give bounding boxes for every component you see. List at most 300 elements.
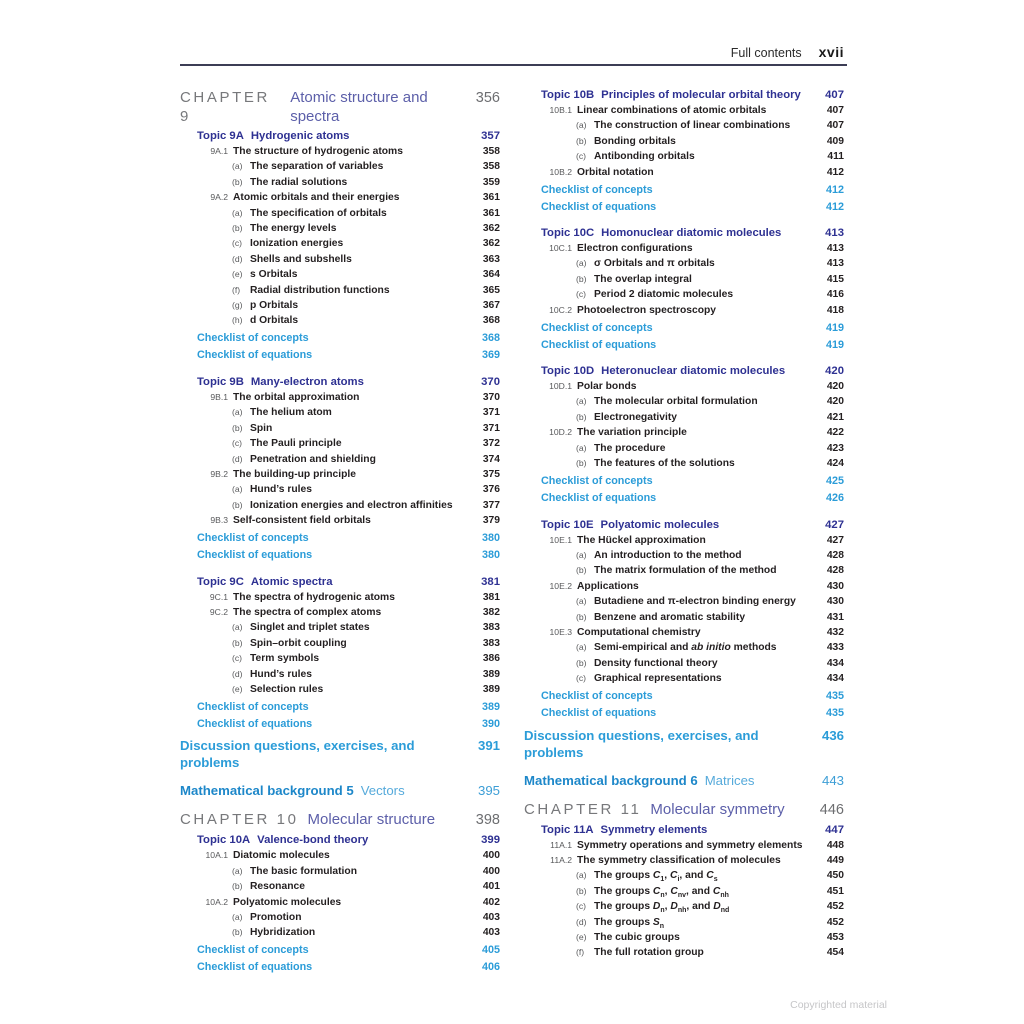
page-number: 374 [482,453,500,465]
topic-number: Topic 10E [541,518,594,531]
section-title: The spectra of complex atoms [233,606,382,618]
page-number: 428 [826,549,844,561]
chapter-title: Molecular structure [307,811,436,829]
section-number: 10D.2 [549,427,572,438]
subsection-title: Shells and subshells [250,253,352,265]
page-number: 420 [825,365,844,378]
subsection-letter: (a) [232,622,243,633]
page-number: 389 [482,668,500,680]
subsection-title: Penetration and shielding [250,453,376,465]
subsection-letter: (f) [576,947,585,958]
page-number: 368 [482,315,500,327]
page-number: 421 [826,411,844,423]
toc-row-sub [180,283,500,298]
subsection-letter: (c) [576,673,587,684]
toc-row-checklist [180,531,500,546]
subsection-letter: (b) [232,176,243,187]
subsection-letter: (g) [232,300,243,311]
toc-row-section [524,103,844,118]
toc-row-sub [180,910,500,925]
subsection-title: p Orbitals [250,300,299,312]
section-number: 10D.1 [549,381,572,392]
toc-row-chapter [180,810,500,830]
subsection-letter: (a) [232,912,243,922]
subsection-letter: (a) [576,396,587,407]
toc-row-sub [524,671,844,686]
page-number: 413 [826,258,844,270]
toc-row-sub [180,864,500,879]
section-number: 9B.3 [210,515,228,526]
subsection-letter: (b) [576,657,587,668]
page-number: 447 [825,823,844,836]
page-number: 412 [825,183,844,196]
subsection-title: Hybridization [250,927,316,939]
page-number: 400 [482,865,500,877]
page-number: 386 [482,653,500,665]
section-number: 10C.1 [549,243,572,254]
page-number: 413 [825,227,844,240]
subsection-title: Butadiene and π-electron binding energy [594,596,796,608]
toc-row-sub [524,610,844,625]
subsection-letter: (b) [576,565,587,576]
toc-row-sub [524,441,844,456]
toc-row-checklist [180,943,500,958]
toc-row-topic [524,364,844,379]
checklist-title: Checklist of concepts [541,183,653,196]
toc-row-sub [524,656,844,671]
page-number: 407 [826,120,844,132]
section-number: 11A.2 [550,854,572,865]
section-number: 9A.1 [210,146,228,156]
section-title: The variation principle [577,427,687,439]
section-number: 9A.2 [210,192,228,203]
subsection-letter: (a) [232,484,243,495]
toc-row-sub [524,134,844,149]
toc-row-section [180,513,500,528]
page-number: 356 [475,90,500,106]
section-number: 10E.1 [549,534,572,545]
page-number: 430 [826,580,844,592]
page-number: 411 [827,151,844,163]
subsection-letter: (c) [232,438,243,449]
toc-row-sub [180,636,500,651]
page-number: 448 [826,839,844,851]
page-number: 383 [482,622,500,634]
toc-row-sub [524,118,844,133]
toc-row-sub [180,667,500,682]
page-number: 363 [482,253,500,265]
toc-row-sub [524,884,844,899]
page-number: 367 [482,300,500,312]
page-number: 358 [482,161,500,173]
subsection-title: The separation of variables [250,161,384,173]
page-number: 400 [482,850,500,862]
subsection-letter: (a) [232,161,243,172]
section-title: Polar bonds [577,381,637,393]
toc-row-section [524,379,844,394]
page-number: 368 [481,332,500,345]
page-number: 399 [481,834,500,847]
toc-row-mathbg [180,782,500,799]
toc-row-checklist [524,338,844,353]
discussion-title: Discussion questions, exercises, and problems [180,738,415,771]
subsection-title: The groups $D_n$, $D_{nh}$, and $D_{nd}$ [594,901,730,915]
topic-title: Hydrogenic atoms [250,130,350,142]
toc-row-discussion [524,727,844,761]
subsection-title: s Orbitals [250,269,298,281]
page-number: 362 [482,238,500,250]
subsection-title: The energy levels [250,223,337,235]
section-title: The building-up principle [233,468,356,480]
checklist-title: Checklist of equations [541,492,657,504]
page-number: 383 [482,637,500,649]
checklist-title: Checklist of equations [541,338,657,351]
toc-row-sub [524,930,844,945]
page-number: 427 [825,518,844,531]
page-number: 425 [825,475,844,487]
toc-row-section [180,895,500,910]
page-number: 432 [826,626,844,638]
subsection-title: The full rotation group [594,947,704,959]
toc-row-checklist [524,491,844,506]
subsection-letter: (b) [576,458,587,469]
toc-row-checklist [180,348,500,363]
toc-row-checklist [524,689,844,704]
topic-title: Principles of molecular orbital theory [601,89,801,101]
page-number: 391 [477,738,500,754]
chapter-title: Atomic structure and spectra [290,89,428,125]
checklist-title: Checklist of concepts [197,944,309,957]
toc-row-section [524,625,844,640]
page-number: 390 [481,717,500,730]
topic-number: Topic 10D [541,365,595,378]
toc-row-checklist [180,331,500,346]
subsection-title: Hund’s rules [250,484,312,496]
page-header [180,44,844,62]
toc-row-sub [524,640,844,655]
toc-row-topic [180,833,500,848]
toc-row-section [180,605,500,620]
subsection-letter: (a) [576,258,587,269]
toc-row-sub [524,594,844,609]
toc-row-checklist [524,200,844,215]
toc-row-topic [180,575,500,590]
page-number: 398 [475,812,500,829]
section-title: Orbital notation [577,166,654,178]
section-title: Linear combinations of atomic orbitals [577,105,767,116]
subsection-letter: (c) [576,151,587,162]
subsection-title: Promotion [250,912,302,923]
checklist-title: Checklist of concepts [197,532,309,545]
page-number: 389 [481,700,500,713]
subsection-letter: (c) [576,289,587,300]
section-number: 10A.2 [205,896,228,907]
topic-title: Symmetry elements [600,823,708,836]
section-number: 9C.1 [209,591,228,602]
subsection-letter: (a) [576,442,587,453]
section-title: Atomic orbitals and their energies [233,192,400,204]
chapter-number: CHAPTER 10 [180,811,299,829]
subsection-title: The groups $C_n$, $C_{nv}$, and $C_{nh}$ [594,885,729,899]
subsection-letter: (e) [232,269,243,280]
toc-row-chapter [524,800,844,820]
page-number: 412 [825,200,844,213]
toc-row-sub [524,899,844,914]
subsection-letter: (h) [232,315,243,326]
section-title: The spectra of hydrogenic atoms [233,591,395,603]
subsection-title: Spin–orbit coupling [250,637,347,649]
subsection-title: The Pauli principle [250,438,342,450]
subsection-letter: (b) [576,273,587,284]
section-number: 9B.1 [210,391,228,402]
toc-row-checklist [180,717,500,732]
toc-row-checklist [524,474,844,489]
page-number: 435 [825,707,844,720]
page-number: 375 [482,468,500,480]
subsection-letter: (a) [232,207,243,218]
toc-row-sub [180,436,500,451]
toc-row-sub [524,394,844,409]
page-number: 428 [826,565,844,577]
toc-row-section [524,303,844,318]
page-number: 431 [826,611,844,623]
page-number: 449 [826,854,844,866]
toc-row-topic [524,823,844,838]
toc-row-sub [180,405,500,420]
checklist-title: Checklist of equations [541,200,657,213]
page-number: 370 [481,375,500,388]
toc-row-section [524,533,844,548]
page-number: 380 [481,549,500,562]
toc-row-sub [180,620,500,635]
section-title: Diatomic molecules [233,850,330,862]
subsection-title: The construction of linear combinations [594,120,791,132]
subsection-letter: (a) [576,596,587,607]
page-number: 443 [821,772,844,788]
subsection-title: Ionization energies [250,238,344,250]
topic-title: Polyatomic molecules [600,518,720,531]
checklist-title: Checklist of concepts [197,332,309,345]
page-number: 362 [482,223,500,235]
subsection-letter: (c) [576,901,587,912]
page-number: 382 [482,606,500,618]
topic-number: Topic 10B [541,89,595,101]
page-number: 403 [482,912,500,923]
header-section-label: Full contents [730,46,802,60]
subsection-letter: (b) [232,637,243,648]
page-number: 412 [826,166,844,178]
subsection-letter: (a) [232,407,243,418]
subsection-title: The molecular orbital formulation [594,396,758,408]
checklist-title: Checklist of concepts [541,690,653,703]
page-number: 361 [482,192,500,204]
subsection-letter: (a) [576,642,587,653]
section-title: The Hückel approximation [577,534,706,546]
subsection-title: The basic formulation [250,865,357,877]
topic-number: Topic 10A [197,834,251,847]
page-number: 381 [482,591,500,603]
toc-row-sub [180,236,500,251]
page-number: 381 [481,575,500,588]
toc-row-sub [524,945,844,960]
subsection-title: The overlap integral [594,273,692,285]
page-number: 364 [482,269,500,281]
subsection-letter: (c) [232,238,243,249]
subsection-title: Radial distribution functions [250,284,390,296]
page-number: 389 [482,683,500,695]
toc-row-section [524,838,844,853]
page-number: 433 [826,642,844,654]
page-number: 453 [826,932,844,943]
toc-row-section [180,190,500,205]
page-number: 416 [826,289,844,301]
toc-row-topic [180,129,500,144]
section-number: 10E.2 [549,580,572,591]
page-number: 365 [482,284,500,296]
subsection-letter: (d) [576,916,587,927]
section-number: 10B.1 [549,105,572,115]
toc-row-sub [524,272,844,287]
chapter-title: Molecular symmetry [650,800,785,818]
math-background-title: Vectors [360,783,405,799]
toc-row-sub [524,256,844,271]
toc-row-checklist [524,706,844,721]
subsection-title: Electronegativity [594,411,677,423]
topic-title: Valence-bond theory [257,834,369,847]
subsection-title: d Orbitals [250,315,299,327]
subsection-title: Singlet and triplet states [250,622,370,634]
toc-column-right [524,88,844,961]
checklist-title: Checklist of concepts [541,475,653,487]
subsection-title: Bonding orbitals [594,135,676,147]
subsection-letter: (b) [232,422,243,433]
section-title: Computational chemistry [577,626,701,638]
page-number: 424 [826,458,844,470]
toc-row-sub [524,868,844,883]
toc-row-checklist [180,700,500,715]
chapter-number: CHAPTER 9 [180,89,270,125]
subsection-letter: (b) [232,881,243,892]
header-page-number: xvii [818,44,844,60]
toc-row-sub [180,221,500,236]
toc-row-sub [180,879,500,894]
toc-row-topic [180,375,500,390]
section-title: Photoelectron spectroscopy [577,304,717,316]
subsection-title: Term symbols [250,653,320,665]
subsection-letter: (a) [232,865,243,876]
toc-row-sub [180,206,500,221]
toc-row-sub [180,267,500,282]
toc-row-sub [524,410,844,425]
section-number: 9C.2 [209,606,228,617]
toc-row-sub [524,915,844,930]
page-number: 379 [482,515,500,527]
subsection-title: The helium atom [250,407,332,419]
subsection-title: The radial solutions [250,176,348,188]
page-number: 452 [826,901,844,913]
toc-row-sub [180,498,500,513]
subsection-title: Resonance [250,881,305,893]
toc-row-section [180,467,500,482]
toc-row-sub [524,287,844,302]
toc-row-sub [180,159,500,174]
toc-row-sub [524,563,844,578]
subsection-title: Semi-empirical and ab initio methods [594,642,777,654]
subsection-letter: (e) [576,932,587,942]
toc-row-sub [180,298,500,313]
toc-row-sub [180,452,500,467]
toc-row-sub [180,482,500,497]
page-number: 361 [482,207,500,219]
subsection-title: The cubic groups [594,932,680,943]
section-number: 10B.2 [549,166,572,177]
page-number: 420 [826,396,844,408]
subsection-letter: (a) [576,870,587,881]
page-number: 451 [826,885,844,897]
subsection-title: Ionization energies and electron affinities [250,499,453,511]
section-title: The symmetry classification of molecules [577,854,781,866]
page-number: 358 [482,146,500,157]
toc-row-sub [180,651,500,666]
topic-title: Homonuclear diatomic molecules [601,227,782,240]
toc-row-sub [180,925,500,940]
subsection-title: Graphical representations [594,673,722,685]
page-number: 427 [826,534,844,546]
subsection-letter: (b) [232,223,243,234]
page-number: 371 [482,422,500,434]
toc-row-topic [524,518,844,533]
topic-number: Topic 11A [541,823,594,836]
toc-row-topic [524,226,844,241]
copyright-notice: Copyrighted material [790,999,887,1011]
subsection-title: The groups $C_1$, $C_i$, and $C_s$ [594,870,718,884]
page-number: 435 [825,690,844,703]
toc-row-checklist [524,183,844,198]
toc-row-sub [180,421,500,436]
topic-number: Topic 9C [197,575,244,588]
topic-number: Topic 9A [197,130,244,142]
page-number: 407 [826,105,844,116]
page-number: 430 [826,596,844,608]
toc-row-topic [524,88,844,103]
page-number: 380 [481,532,500,545]
subsection-title: Spin [250,422,273,434]
subsection-letter: (b) [576,411,587,422]
page-number: 376 [482,484,500,496]
section-number: 10A.1 [205,850,228,861]
page-number: 372 [482,438,500,450]
subsection-title: Benzene and aromatic stability [594,611,746,623]
toc-row-sub [524,149,844,164]
toc-row-sub [180,175,500,190]
section-number: 10E.3 [549,626,572,637]
subsection-title: The features of the solutions [594,458,735,470]
discussion-title: Discussion questions, exercises, and problems [524,727,759,760]
math-background-label: Mathematical background 6 [524,772,698,788]
toc-row-section [180,848,500,863]
toc-row-sub [180,313,500,328]
page-number: 403 [482,927,500,939]
subsection-letter: (b) [576,885,587,896]
topic-title: Heteronuclear diatomic molecules [601,365,786,378]
subsection-title: The matrix formulation of the method [594,565,777,577]
subsection-title: Selection rules [250,683,324,695]
page-number: 357 [481,130,500,142]
toc-row-chapter [180,88,500,126]
toc-row-section [524,579,844,594]
checklist-title: Checklist of equations [541,707,657,720]
page-number: 415 [826,273,844,285]
